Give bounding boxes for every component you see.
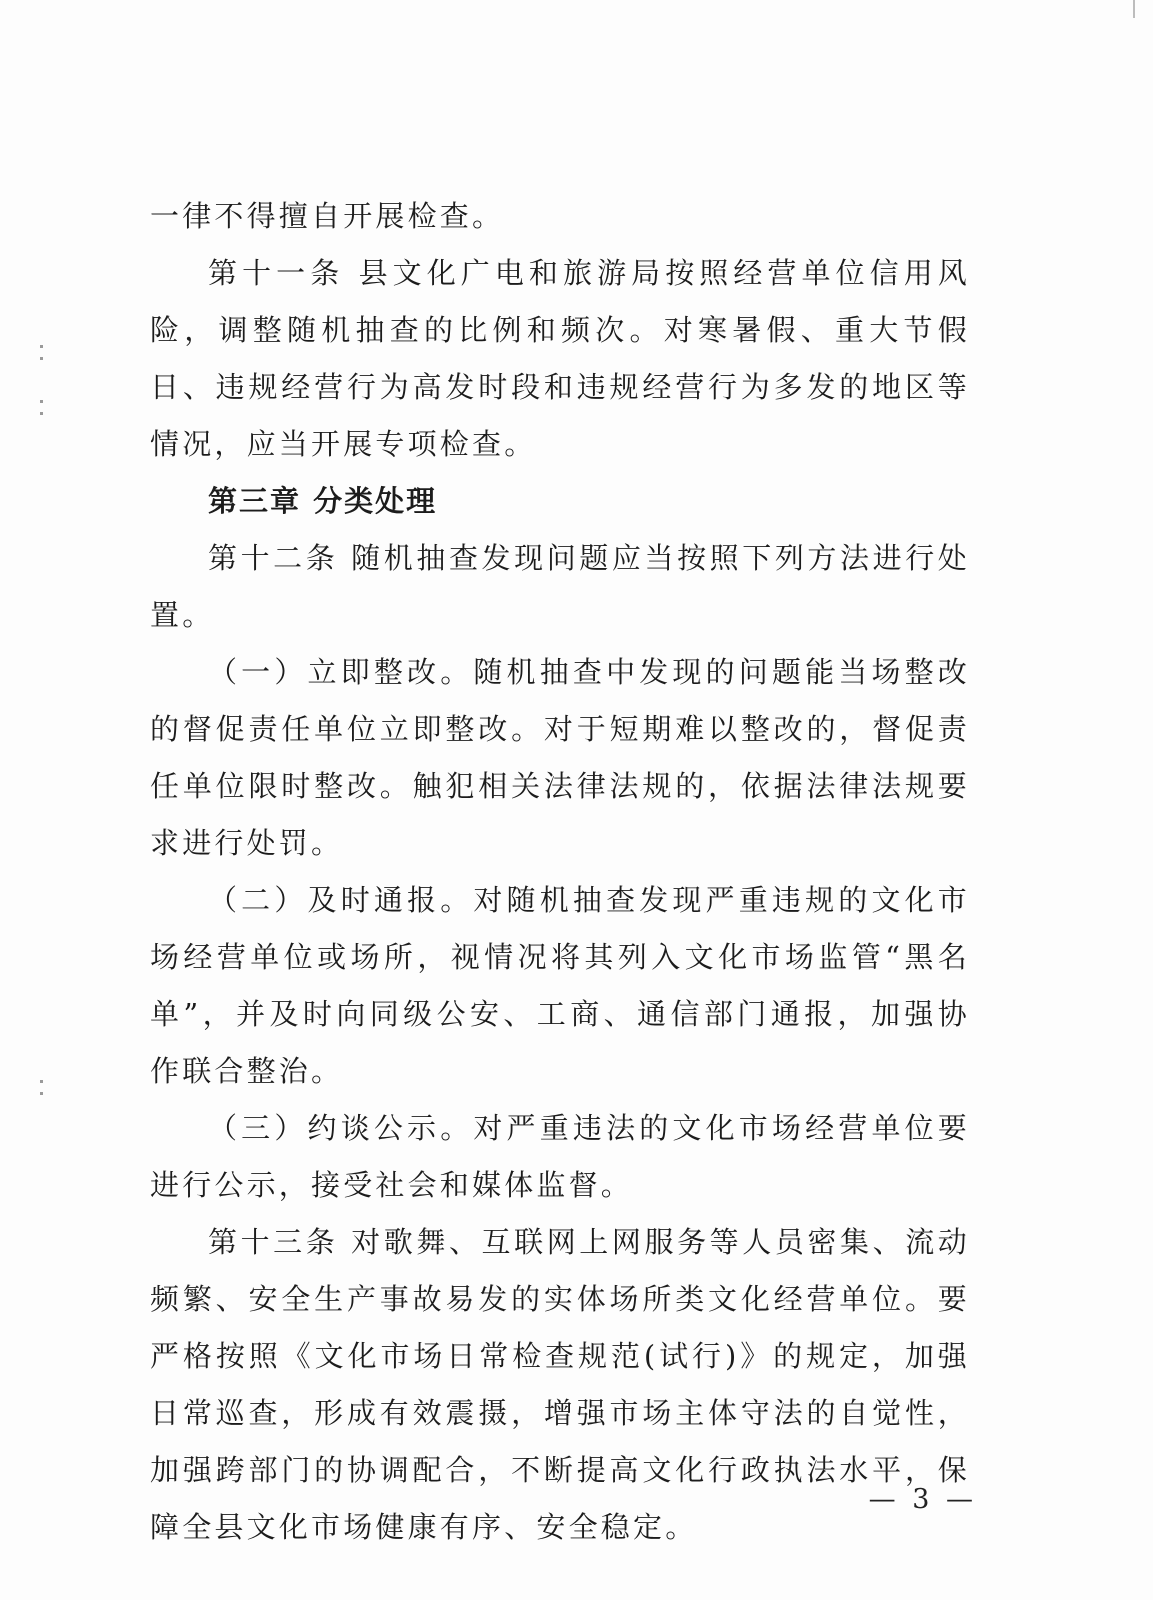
article-12-paragraph: 第十二条 随机抽查发现问题应当按照下列方法进行处置。 bbox=[150, 541, 970, 632]
chapter-heading: 第三章 分类处理 bbox=[208, 484, 438, 518]
document-body bbox=[150, 188, 970, 1556]
item-1-paragraph: （一）立即整改。随机抽查中发现的问题能当场整改的督促责任单位立即整改。对于短期难以整改的，督促责任单位限时整改。触犯相关法律法规的，依据法律法规要求进行处罚。 bbox=[150, 655, 970, 860]
item-3-paragraph: （三）约谈公示。对严重违法的文化市场经营单位要进行公示，接受社会和媒体监督。 bbox=[150, 1111, 970, 1202]
article-11-paragraph: 第十一条 县文化广电和旅游局按照经营单位信用风险，调整随机抽查的比例和频次。对寒暑假、重大节假日、违规经营行为高发时段和违规经营行为多发的地区等情况，应当开展专项检查。 bbox=[150, 256, 970, 461]
article-13-paragraph: 第十三条 对歌舞、互联网上网服务等人员密集、流动频繁、安全生产事故易发的实体场所类文化经营单位。要严格按照《文化市场日常检查规范(试行)》的规定，加强日常巡查，形成有效震摄，增强市场主体守法的自觉性，加强跨部门的协调配合，不断提高文化行政执法水平，保障全县文化市场健康有序、安全稳定。 bbox=[150, 1225, 970, 1544]
item-2-paragraph: （二）及时通报。对随机抽查发现严重违规的文化市场经营单位或场所，视情况将其列入文化市场监管“黑名单”，并及时向同级公安、工商、通信部门通报，加强协作联合整治。 bbox=[150, 883, 970, 1088]
binding-hole-marks bbox=[40, 1080, 44, 1104]
page-number: — 3 — bbox=[868, 1484, 977, 1515]
binding-hole-marks bbox=[40, 400, 44, 424]
binding-hole-marks bbox=[40, 345, 44, 369]
scan-edge-mark bbox=[1133, 0, 1135, 18]
paragraph-continuation: 一律不得擅自开展检查。 bbox=[150, 199, 505, 233]
